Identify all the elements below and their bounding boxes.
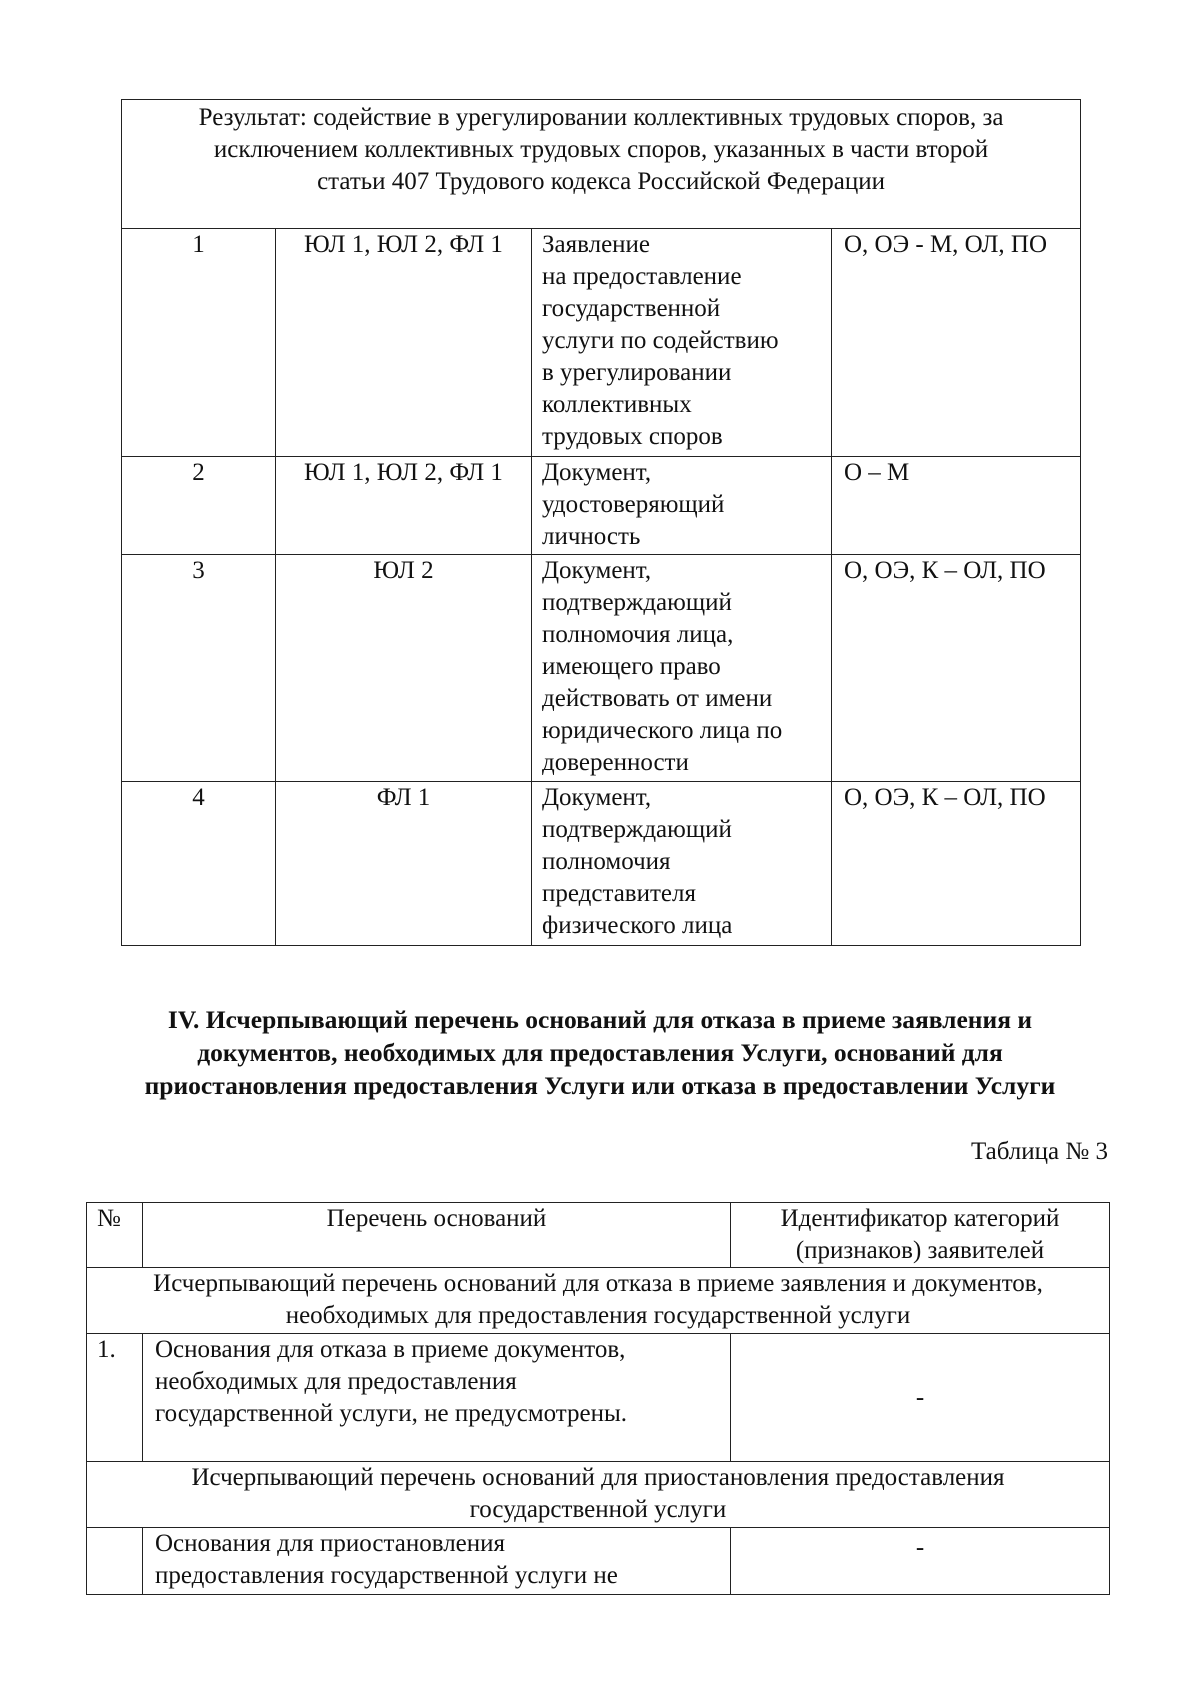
row-number: 1	[122, 229, 276, 457]
row-number: 2	[122, 457, 276, 555]
applicant-category: ЮЛ 1, ЮЛ 2, ФЛ 1	[276, 457, 532, 555]
document-line: действовать от имени	[542, 685, 773, 712]
applicant-category: ЮЛ 2	[276, 555, 532, 782]
result-line: исключением коллективных трудовых споров, указанных в части второй	[213, 136, 989, 163]
section-title-line: необходимых для предоставления государственной услуги	[285, 1302, 911, 1329]
grounds-line: Основания для отказа в приеме документов,	[155, 1336, 626, 1363]
document-line: подтверждающий	[542, 816, 732, 843]
identifier-value: -	[731, 1528, 1110, 1595]
section-row	[87, 1268, 1110, 1334]
table-label: Таблица № 3	[970, 1138, 1108, 1165]
row-number: 1.	[87, 1334, 143, 1462]
section-row	[87, 1462, 1110, 1528]
document-line: коллективных	[542, 391, 692, 418]
table-header-row	[87, 1203, 1110, 1268]
heading-line: приостановления предоставления Услуги или отказа в предоставлении Услуги	[144, 1071, 1056, 1100]
section-heading	[82, 1003, 1118, 1102]
document-line: Заявление	[542, 231, 651, 258]
grounds-line: необходимых для предоставления	[155, 1368, 517, 1395]
document-line: имеющего право	[542, 653, 721, 680]
document-line: физического лица	[542, 912, 733, 939]
document-line: доверенности	[542, 749, 689, 776]
document-line: услуги по содействию	[542, 327, 779, 354]
grounds-table	[86, 1202, 1110, 1595]
document-line: государственной	[542, 295, 721, 322]
header-identifier	[731, 1203, 1110, 1268]
grounds-line: Основания для приостановления	[155, 1530, 506, 1557]
section-title	[87, 1268, 1110, 1334]
document-line: удостоверяющий	[542, 491, 725, 518]
section-title	[87, 1462, 1110, 1528]
document-name	[532, 229, 832, 457]
result-row	[122, 100, 1081, 229]
applicant-category: ФЛ 1	[276, 782, 532, 946]
result-line: Результат: содействие в урегулировании коллективных трудовых споров, за	[198, 104, 1004, 131]
grounds-line: государственной услуги, не предусмотрены.	[155, 1400, 628, 1427]
table-row	[122, 457, 1081, 555]
row-number	[87, 1528, 143, 1595]
grounds-text	[143, 1334, 731, 1462]
section-title-line: Исчерпывающий перечень оснований для отказа в приеме заявления и документов,	[153, 1270, 1043, 1297]
document-line: полномочия лица,	[542, 621, 734, 648]
document-line: Документ,	[542, 459, 652, 486]
table-row	[87, 1528, 1110, 1595]
table-row	[87, 1334, 1110, 1462]
document-line: представителя	[542, 880, 696, 907]
identifier-value: -	[731, 1334, 1110, 1462]
document-line: трудовых споров	[542, 423, 723, 450]
header-identifier-line: (признаков) заявителей	[795, 1237, 1045, 1264]
document-name	[532, 782, 832, 946]
applicant-category: ЮЛ 1, ЮЛ 2, ФЛ 1	[276, 229, 532, 457]
table-row	[122, 229, 1081, 457]
table-row	[122, 555, 1081, 782]
submission-requirement: О, ОЭ, К – ОЛ, ПО	[832, 555, 1081, 782]
document-line: в урегулировании	[542, 359, 732, 386]
document-line: личность	[542, 523, 641, 550]
result-line: статьи 407 Трудового кодекса Российской Федерации	[317, 168, 885, 195]
document-line: Документ,	[542, 557, 652, 584]
section-title-line: государственной услуги	[469, 1496, 727, 1523]
document-line: Документ,	[542, 784, 652, 811]
section-title-line: Исчерпывающий перечень оснований для приостановления предоставления	[191, 1464, 1005, 1491]
grounds-text	[143, 1528, 731, 1595]
submission-requirement: О, ОЭ, К – ОЛ, ПО	[832, 782, 1081, 946]
table-row	[122, 782, 1081, 946]
row-number: 4	[122, 782, 276, 946]
documents-table	[121, 99, 1081, 946]
result-cell	[122, 100, 1081, 229]
grounds-line: предоставления государственной услуги не	[155, 1562, 618, 1589]
header-basis: Перечень оснований	[143, 1203, 731, 1268]
document-name	[532, 457, 832, 555]
document-line: юридического лица по	[542, 717, 783, 744]
header-identifier-line: Идентификатор категорий	[780, 1205, 1060, 1232]
submission-requirement: О, ОЭ - М, ОЛ, ПО	[832, 229, 1081, 457]
document-line: на предоставление	[542, 263, 742, 290]
document-line: подтверждающий	[542, 589, 732, 616]
heading-line: IV. Исчерпывающий перечень оснований для отказа в приеме заявления и	[167, 1005, 1033, 1034]
document-name	[532, 555, 832, 782]
document-line: полномочия	[542, 848, 671, 875]
heading-line: документов, необходимых для предоставления Услуги, оснований для	[197, 1038, 1003, 1067]
submission-requirement: О – М	[832, 457, 1081, 555]
header-number: №	[87, 1203, 143, 1268]
row-number: 3	[122, 555, 276, 782]
